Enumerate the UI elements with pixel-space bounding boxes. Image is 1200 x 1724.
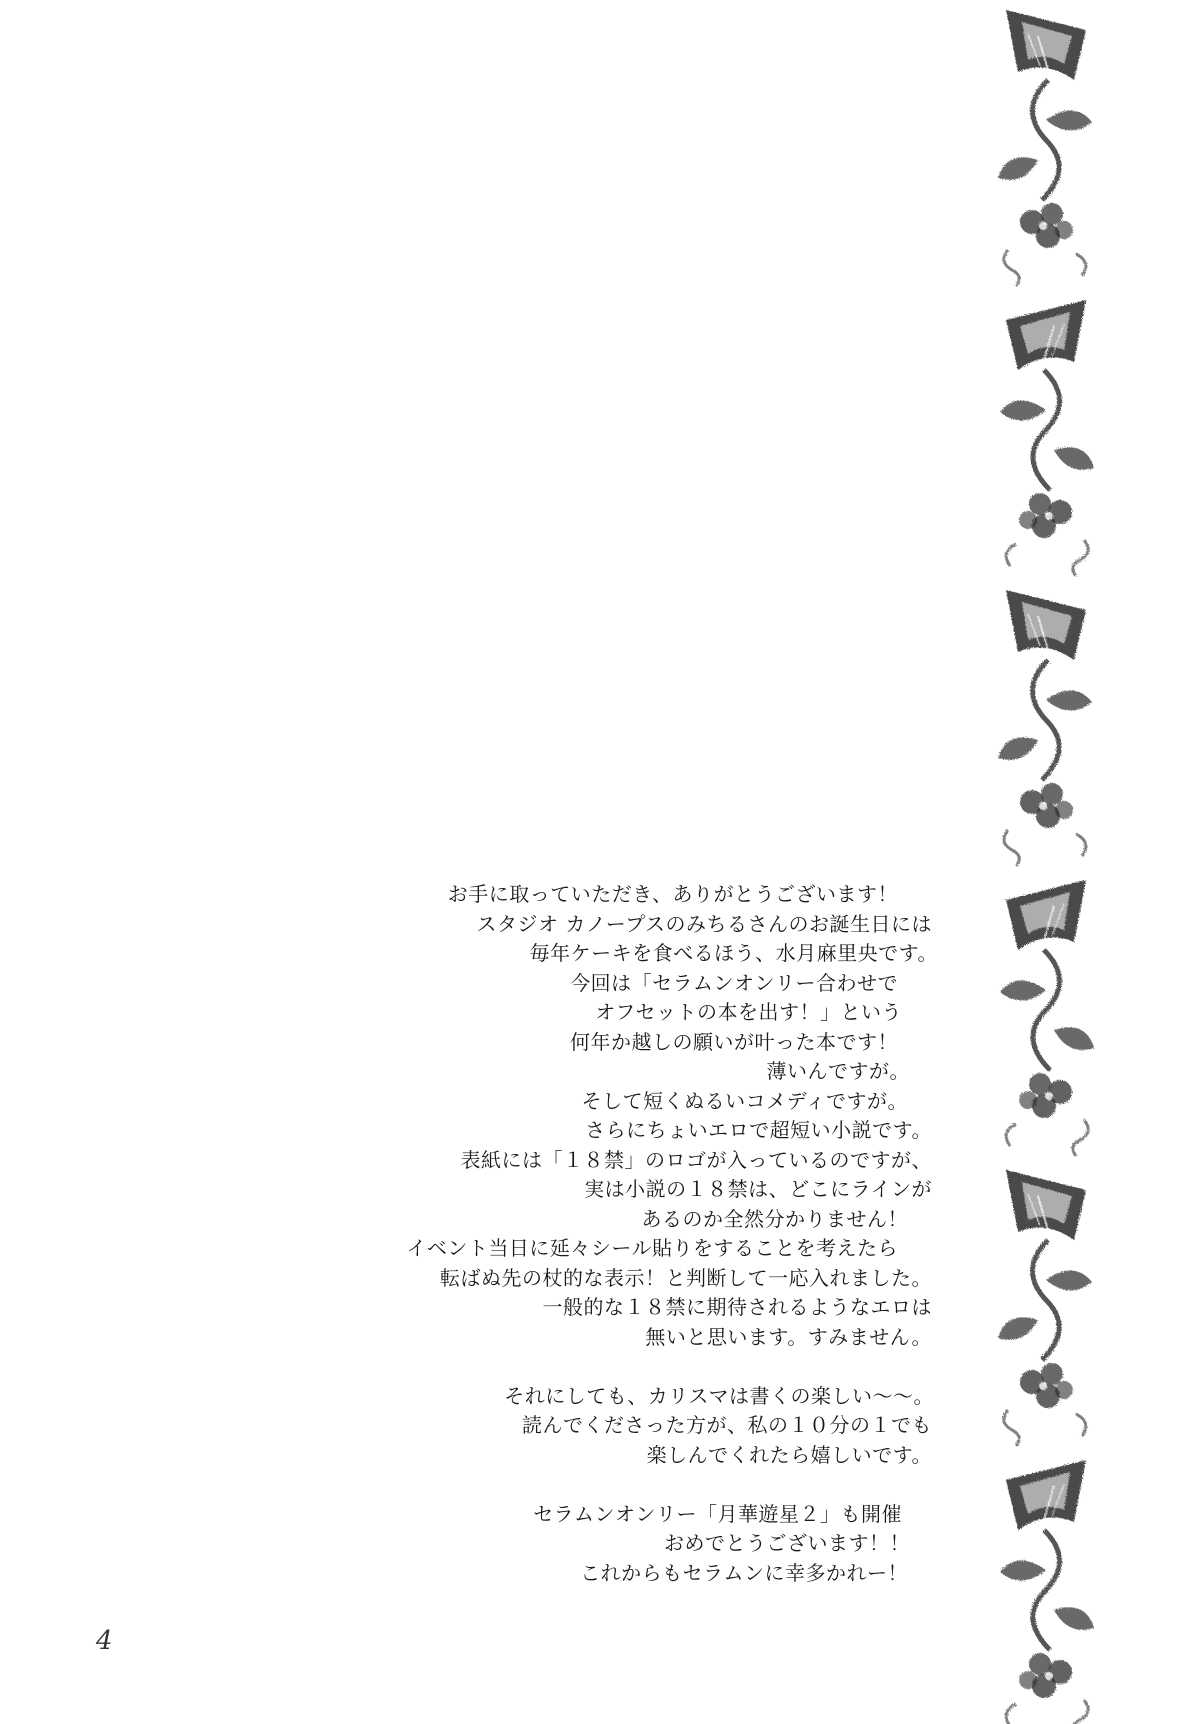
text-line: 何年か越しの願いが叶った本です！ xyxy=(570,1029,898,1054)
text-line: 毎年ケーキを食べるほう、水月麻里央です。 xyxy=(529,941,938,965)
text-line: 無いと思います。すみません。 xyxy=(645,1324,932,1349)
text-line: スタジオ カノープスのみちるさんのお誕生日には xyxy=(476,911,932,936)
text-line: イベント当日に延々シール貼りをすることを考えたら xyxy=(406,1236,898,1260)
text-line: お手に取っていただき、ありがとうございます！ xyxy=(447,882,898,906)
text-line: あるのか全然分かりません！ xyxy=(641,1206,908,1231)
paragraph-spacer xyxy=(178,1470,938,1500)
text-line: 実は小説の１８禁は、どこにラインが xyxy=(584,1177,932,1201)
text-line: 表紙には「１８禁」のロゴが入っているのですが、 xyxy=(460,1147,932,1172)
paragraph-spacer xyxy=(178,1352,938,1382)
text-line: セラムンオンリー「月華遊星２」も開催 xyxy=(533,1501,902,1526)
page-number: 4 xyxy=(96,1626,113,1656)
text-line: そして短くぬるいコメディですが。 xyxy=(581,1088,908,1113)
text-line: これからもセラムンに幸多かれー！ xyxy=(580,1560,908,1585)
text-line: さらにちょいエロで超短い小説です。 xyxy=(585,1118,932,1142)
text-line: 転ばぬ先の杖的な表示！と判断して一応入れました。 xyxy=(440,1265,932,1290)
floral-vine-border-icon xyxy=(988,0,1104,1724)
text-line: 一般的な１８禁に期待されるようなエロは xyxy=(542,1295,932,1319)
afterword-text xyxy=(178,880,938,1588)
text-line: おめでとうございます！！ xyxy=(664,1531,910,1555)
text-line: 楽しんでくれたら嬉しいです。 xyxy=(646,1442,932,1467)
text-line: 今回は「セラムンオンリー合わせで xyxy=(570,970,898,995)
text-line: それにしても、カリスマは書くの楽しい～～。 xyxy=(504,1383,934,1408)
text-line: オフセットの本を出す！」という xyxy=(595,1000,902,1024)
text-line: 薄いんですが。 xyxy=(766,1059,910,1083)
text-line: 読んでくださった方が、私の１０分の１でも xyxy=(522,1413,932,1437)
